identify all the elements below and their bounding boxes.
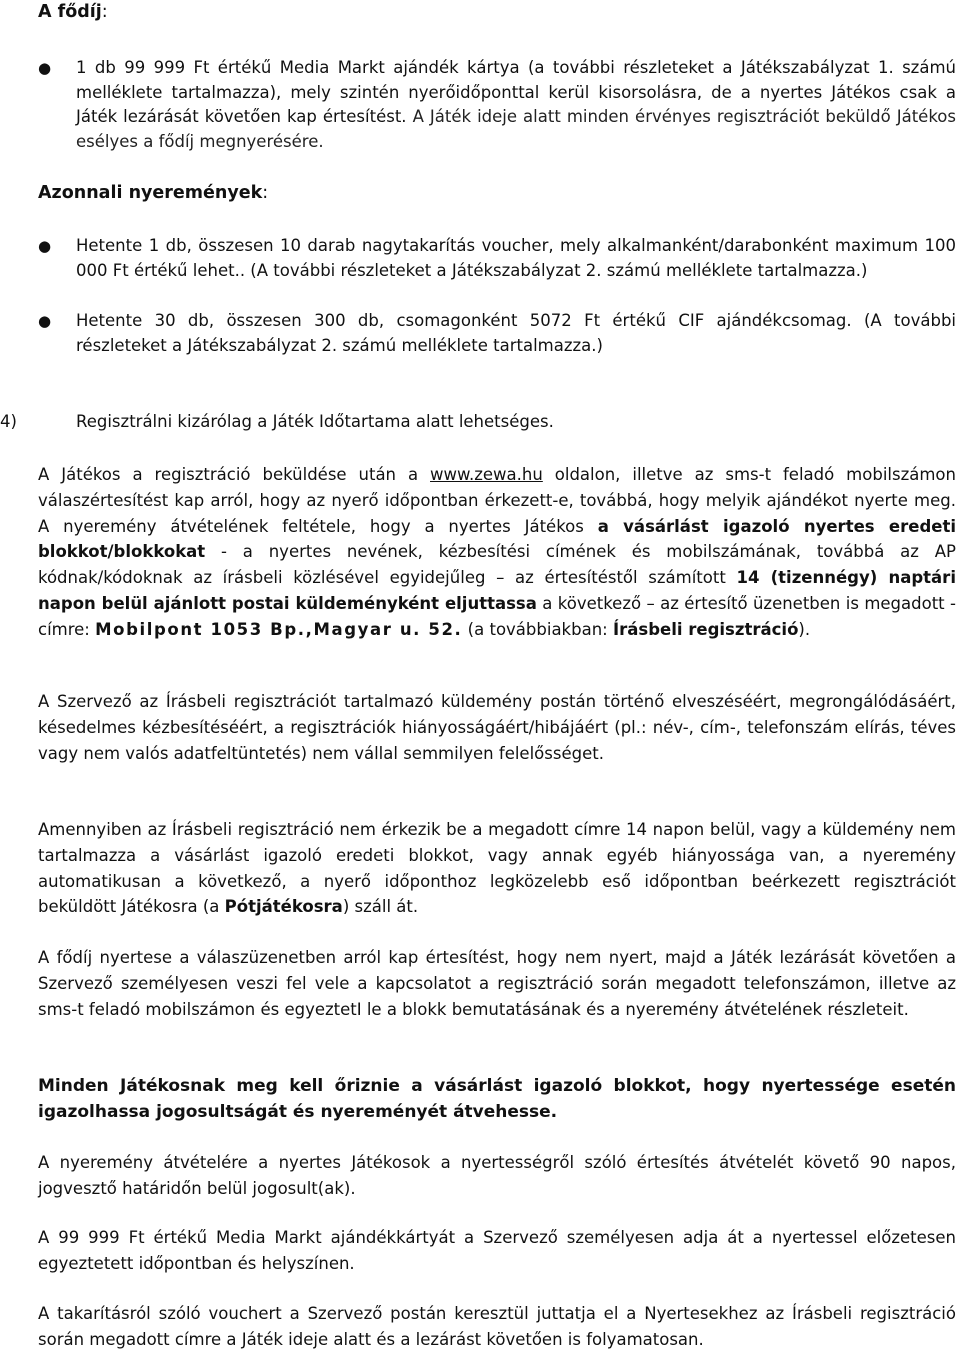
paragraph-liability: A Szervező az Írásbeli regisztrációt tartalmazó küldemény postán történő elveszéséért, megrongálódásáért, késedelmes kézbesítéséért, a regisztrációk hiányosságáért/hibájáért (pl.: név-, cím-, telefonszám elírás, téves vagy nem valós adatfeltüntetés) nem vállal semmilyen felelősséget.	[38, 692, 956, 763]
paragraph-substitute: Amennyiben az Írásbeli regisztráció nem érkezik be a megadott címre 14 napon belül, vagy a küldemény nem tartalmazza a vásárlást igazoló eredeti blokkot, vagy annak egyéb hiányossága van, a nyeremény automatikusan a következő, a nyerő időponthoz legközelebb eső időpontban beérkezett regisztrációt beküldött Játékosra (a Pótjátékosra) száll át.	[38, 820, 956, 917]
list-item	[38, 234, 956, 283]
bullet-icon: ●	[38, 237, 52, 255]
list-item-text: Hetente 1 db, összesen 10 darab nagytakarítás voucher, mely alkalmanként/darabonként maximum 100 000 Ft értékű lehet.. (A további részleteket a Játékszabályzat 2. számú melléklete tartalmazza.)	[76, 236, 956, 280]
section-text: Regisztrálni kizárólag a Játék Időtartama alatt lehetséges.	[76, 412, 554, 431]
paragraph-registration: A Játékos a regisztráció beküldése után a www.zewa.hu oldalon, illetve az sms-t feladó mobilszámon válaszértesítést kap arról, hogy az nyerő időpontban érkezett-e, továbbá, hogy melyik ajándékot nyerte meg. A nyeremény átvételének feltétele, hogy a nyertes Játékos a vásárlást igazoló nyertes eredeti blokkot/blokkokat - a nyertes nevének, kézbesítési címének és mobilszámának, továbbá az AP kódnak/kódoknak az írásbeli közlésével egyidejűleg – az értesítéstől számított 14 (tizennégy) naptári napon belül ajánlott postai küldeményként eljuttassa a következő – az értesítő üzenetben is megadott - címre: Mobilpont 1053 Bp.,Magyar u. 52. (a továbbiakban: Írásbeli regisztráció).	[38, 465, 956, 639]
heading-azonnali: Azonnali nyeremények:	[38, 183, 269, 203]
fodij-text-b: A Játék ideje alatt minden érvényes regisztrációt beküldő Játékos esélyes a fődíj megnyerésére.	[76, 107, 956, 151]
paragraph-deadline: A nyeremény átvételére a nyertes Játékosok a nyertességről szóló értesítés átvételét követő 90 napos, jogvesztő határidőn belül jogosult(ak).	[38, 1153, 956, 1198]
list-item-text: Hetente 30 db, összesen 300 db, csomagonként 5072 Ft értékű CIF ajándékcsomag. (A további részleteket a Játékszabályzat 2. számú melléklete tartalmazza.)	[76, 311, 956, 355]
paragraph-voucher: A takarításról szóló vouchert a Szervező postán keresztül juttatja el a Nyertesekhez az Írásbeli regisztráció során megadott címre a Játék ideje alatt és a lezárást követően is folyamatosan.	[38, 1304, 956, 1349]
paragraph-keep-receipt: Minden Játékosnak meg kell őriznie a vásárlást igazoló blokkot, hogy nyertessége esetén igazolhassa jogosultságát és nyereményét átvehesse.	[38, 1076, 956, 1122]
bullet-icon: ●	[38, 312, 52, 330]
section-number: 4)	[0, 412, 17, 431]
paragraph-main-prize: A fődíj nyertese a válaszüzenetben arról kap értesítést, hogy nem nyert, majd a Játék lezárását követően a Szervező személyesen veszi fel vele a kapcsolatot a regisztráció során megadott telefonszámon, illetve az sms-t feladó mobilszámon és egyeztetI le a blokk bemutatásának és a nyeremény átvételének részleteit.	[38, 948, 956, 1019]
list-item-fodij	[38, 56, 956, 154]
fodij-text: 1 db 99 999 Ft értékű Media Markt ajándék kártya (a további részleteket a Játékszabályzat 1. számú melléklete tartalmazza), mely szintén nyerőidőponttal kerül kisorsolásra, de a nyertes Játékos csak a Játék lezárását követően kap értesítést.	[76, 58, 956, 126]
bullet-icon: ●	[38, 59, 52, 77]
zewa-link[interactable]: www.zewa.hu	[430, 465, 543, 484]
list-item	[38, 309, 956, 358]
paragraph-giftcard: A 99 999 Ft értékű Media Markt ajándékkártyát a Szervező személyesen adja át a nyertessel előzetesen egyeztetett időpontban és helyszínen.	[38, 1228, 956, 1273]
postal-address: Mobilpont 1053 Bp.,Magyar u. 52.	[95, 619, 463, 639]
heading-fodij: A fődíj:	[38, 2, 108, 22]
section-4	[0, 410, 956, 435]
